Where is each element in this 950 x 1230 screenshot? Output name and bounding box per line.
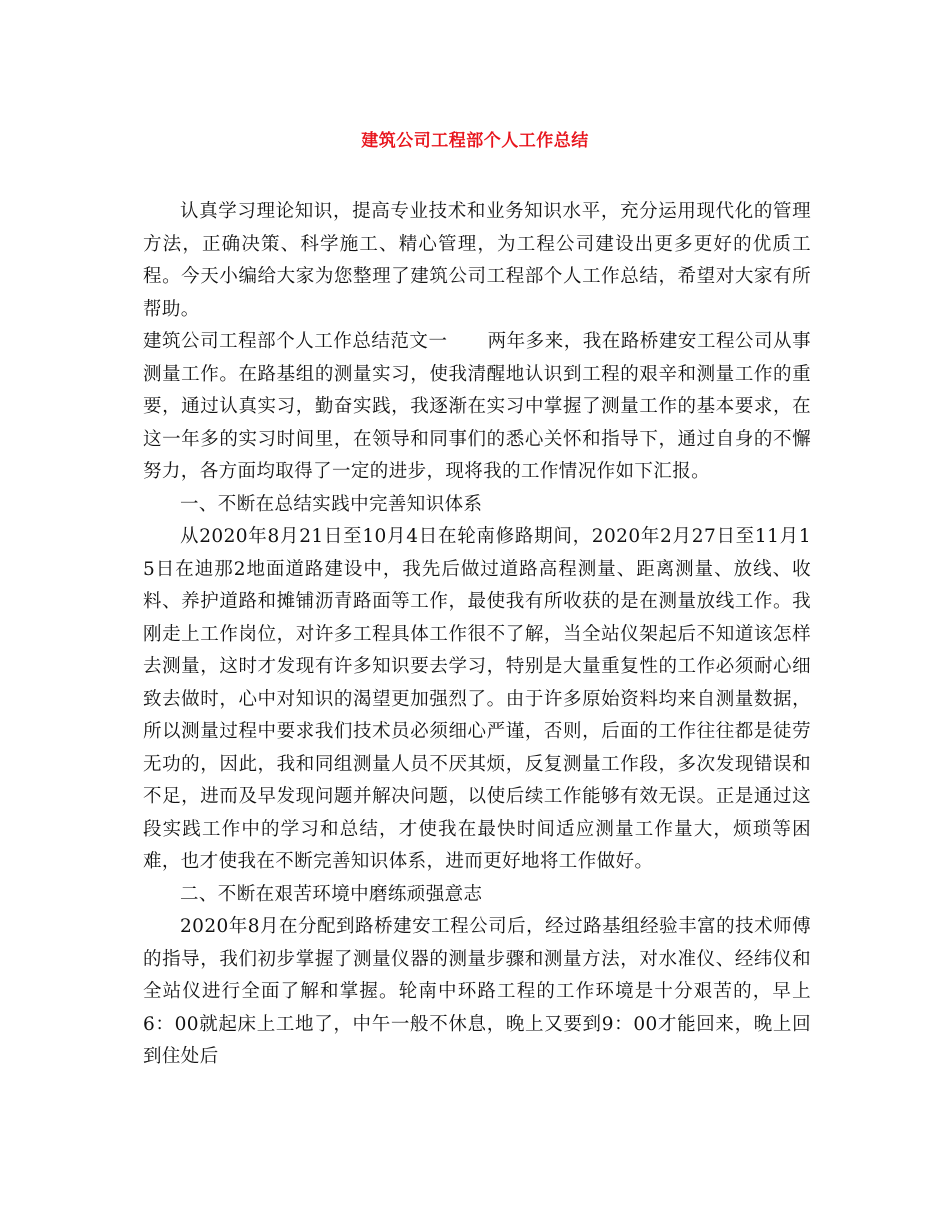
document-body <box>143 196 811 1074</box>
section-1-heading: 一、不断在总结实践中完善知识体系 <box>180 493 483 515</box>
sample-label: 建筑公司工程部个人工作总结范文一 <box>143 331 448 352</box>
sample-opening: 两年多来，我在路桥建安工程公司从事测量工作。在路基组的测量实习，使我清醒地认识到工程的艰辛和测量工作的重要，通过认真实习，勤奋实践，我逐渐在实习中掌握了测量工作的基本要求，在这一年多的实习时间里，在领导和同事们的悉心关怀和指导下，通过自身的不懈努力，各方面均取得了一定的进步，现将我的工作情况作如下汇报。 <box>143 331 811 482</box>
section-1-body: 从2020年8月21日至10月4日在轮南修路期间，2020年2月27日至11月15日在迪那2地面道路建设中，我先后做过道路高程测量、距离测量、放线、收料、养护道路和摊铺沥青路面等工作，最使我有所收获的是在测量放线工作。我刚走上工作岗位，对许多工程具体工作很不了解，当全站仪架起后不知道该怎样去测量，这时才发现有许多知识要去学习，特别是大量重复性的工作必须耐心细致去做时，心中对知识的渴望更加强烈了。由于许多原始资料均来自测量数据，所以测量过程中要求我们技术员必须细心严谨，否则，后面的工作往往都是徒劳无功的，因此，我和同组测量人员不厌其烦，反复测量工作段，多次发现错误和不足，进而及早发现问题并解决问题，以使后续工作能够有效无误。正是通过这段实践工作中的学习和总结，才使我在最快时间适应测量工作量大，烦琐等困难，也才使我在不断完善知识体系，进而更好地将工作做好。 <box>143 526 811 872</box>
intro-paragraph: 认真学习理论知识，提高专业技术和业务知识水平，充分运用现代化的管理方法，正确决策、科学施工、精心管理，为工程公司建设出更多更好的优质工程。今天小编给大家为您整理了建筑公司工程部个人工作总结，希望对大家有所帮助。 <box>143 201 811 320</box>
section-2-heading: 二、不断在艰苦环境中磨练顽强意志 <box>180 883 483 905</box>
sample-paragraph <box>143 326 811 489</box>
section-2-body: 2020年8月在分配到路桥建安工程公司后，经过路基组经验丰富的技术师傅的指导，我们初步掌握了测量仪器的测量步骤和测量方法，对水准仪、经纬仪和全站仪进行全面了解和掌握。轮南中环路工程的工作环境是十分艰苦的，早上6：00就起床上工地了，中午一般不休息，晚上又要到9：00才能回来，晚上回到住处后 <box>143 916 811 1067</box>
document-title: 建筑公司工程部个人工作总结 <box>361 131 589 151</box>
